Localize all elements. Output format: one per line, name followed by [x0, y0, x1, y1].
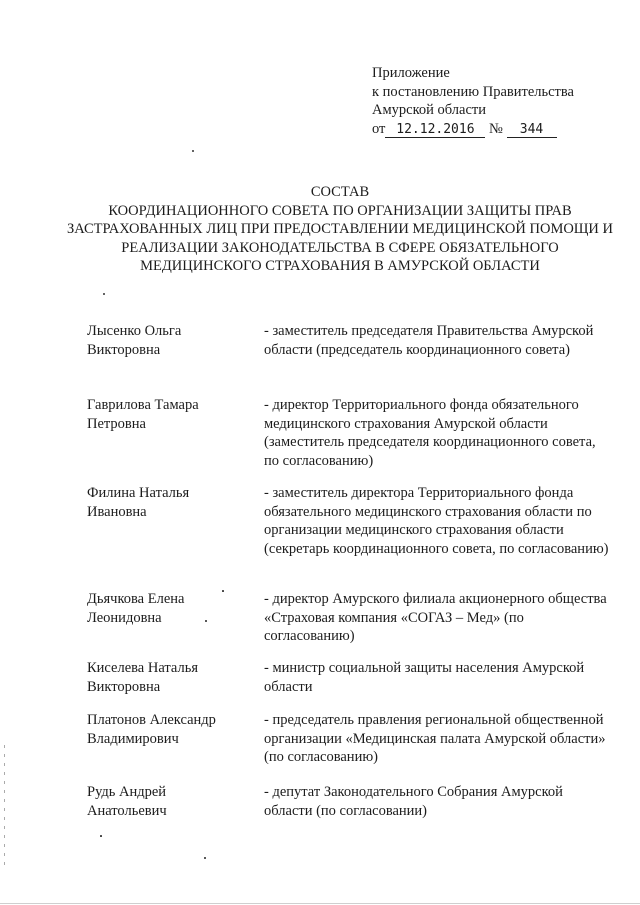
member-name	[87, 322, 247, 359]
member-role: - директор Амурского филиала акционерного общества «Страховая компания «СОГАЗ – Мед» (по согласованию)	[264, 591, 607, 644]
title-heading: СОСТАВ	[310, 184, 370, 200]
scan-bottom-edge	[0, 903, 640, 904]
member-role: - депутат Законодательного Собрания Амурской области (по согласовании)	[264, 784, 563, 819]
appendix-decree-ref: к постановлению Правительства	[372, 83, 574, 100]
member-surname-firstname: Дьячкова Елена	[87, 591, 185, 607]
scan-edge-mark	[4, 745, 5, 865]
member-patronymic: Викторовна	[87, 341, 161, 358]
member-patronymic: Петровна	[87, 415, 146, 432]
title-subheading: КООРДИНАЦИОННОГО СОВЕТА ПО ОРГАНИЗАЦИИ ЗАЩИТЫ ПРАВ ЗАСТРАХОВАННЫХ ЛИЦ ПРИ ПРЕДОСТАВЛЕНИИ МЕДИЦИНСКОЙ ПОМОЩИ И РЕАЛИЗАЦИИ ЗАКОНОДАТЕЛЬСТВА В СФЕРЕ ОБЯЗАТЕЛЬНОГО МЕДИЦИНСКОГО СТРАХОВАНИЯ В АМУРСКОЙ ОБЛАСТИ	[66, 202, 613, 274]
member-name	[87, 590, 247, 627]
member-patronymic: Леонидовна	[87, 609, 162, 626]
member-patronymic: Викторовна	[87, 678, 161, 695]
appendix-title: Приложение	[372, 65, 450, 81]
member-patronymic: Владимирович	[87, 730, 179, 747]
member-role: - директор Территориального фонда обязательного медицинского страхования Амурской области (заместитель председателя координационного совета, по согласованию)	[264, 397, 596, 469]
decree-number: 344	[507, 122, 557, 138]
appendix-region: Амурской области	[372, 102, 486, 118]
member-name	[87, 659, 247, 696]
member-surname-firstname: Платонов Александр	[87, 712, 216, 728]
number-sign: №	[489, 120, 503, 137]
member-role: - заместитель председателя Правительства Амурской области (председатель координационного совета)	[264, 323, 594, 358]
member-surname-firstname: Филина Наталья	[87, 485, 190, 501]
member-surname-firstname: Гаврилова Тамара	[87, 397, 199, 413]
member-name	[87, 484, 247, 521]
member-role: - заместитель директора Территориального фонда обязательного медицинского страхования области по организации медицинского страхования области (секретарь координационного совета, по согласованию)	[264, 485, 609, 557]
member-name	[87, 783, 247, 820]
member-role: - министр социальной защиты населения Амурской области	[264, 660, 585, 695]
date-prefix: от	[372, 120, 386, 137]
member-patronymic: Анатольевич	[87, 802, 167, 819]
decree-date: 12.12.2016	[385, 122, 485, 138]
member-role: - председатель правления региональной общественной организации «Медицинская палата Амурской области» (по согласованию)	[264, 712, 606, 765]
member-surname-firstname: Рудь Андрей	[87, 784, 167, 800]
member-patronymic: Ивановна	[87, 503, 147, 520]
member-name	[87, 711, 247, 748]
member-name	[87, 396, 247, 433]
member-surname-firstname: Лысенко Ольга	[87, 323, 182, 339]
member-surname-firstname: Киселева Наталья	[87, 660, 198, 676]
